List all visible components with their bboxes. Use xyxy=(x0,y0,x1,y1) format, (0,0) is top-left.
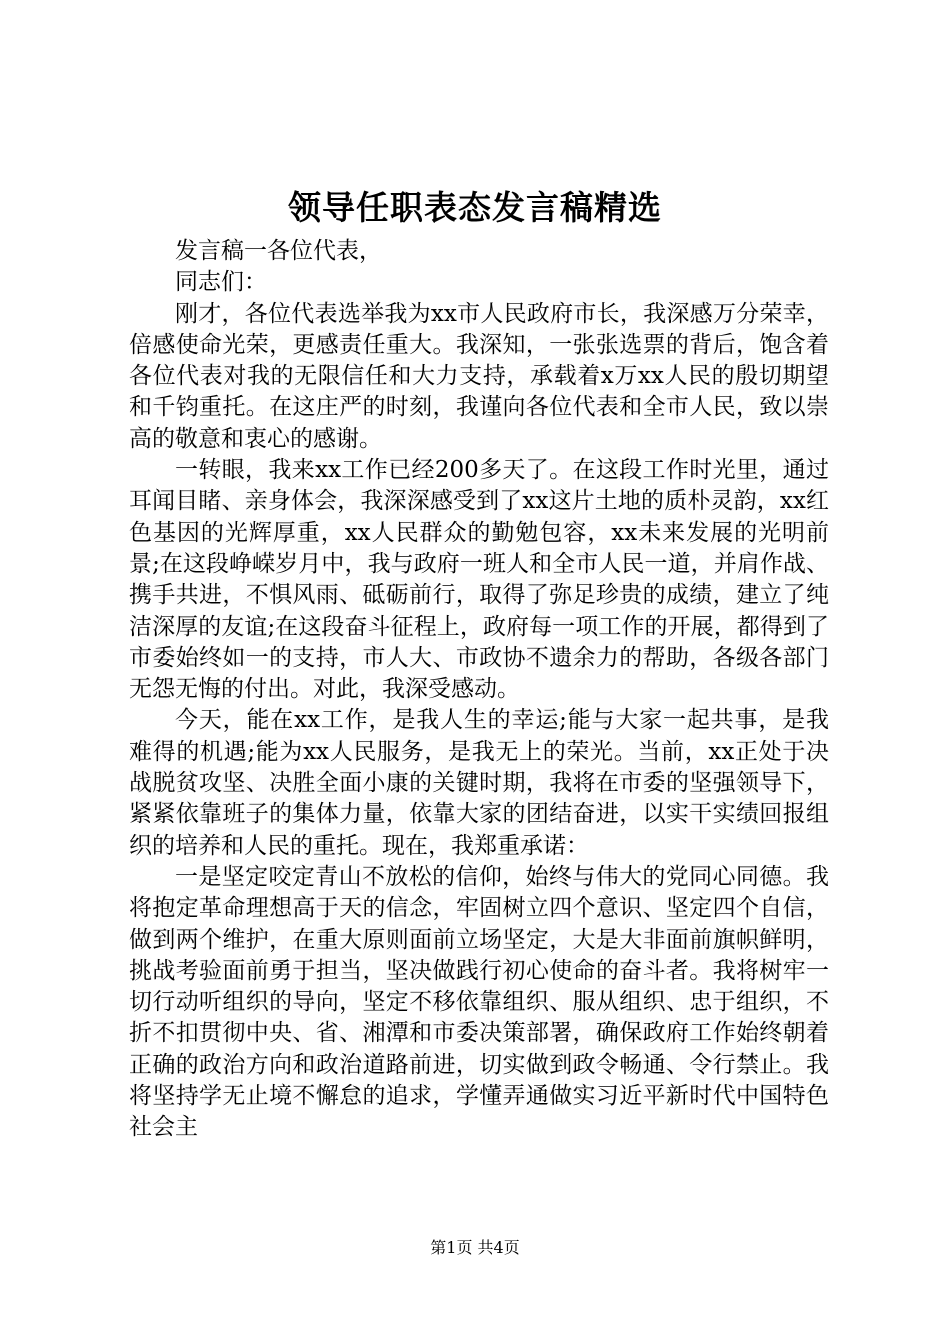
document-body xyxy=(129,236,829,1144)
paragraph-salutation: 同志们： xyxy=(175,269,267,296)
paragraph: 刚才，各位代表选举我为xx市人民政府市长，我深感万分荣幸，倍感使命光荣，更感责任重大。我深知，一张张选票的背后，饱含着各位代表对我的无限信任和大力支持，承载着x万xx人民的殷切期望和千钧重托。在这庄严的时刻，我谨向各位代表和全市人民，致以崇高的敬意和衷心的感谢。 xyxy=(129,300,829,452)
paragraph-greeting: 发言稿一各位代表， xyxy=(175,238,382,264)
paragraph: 一转眼，我来xx工作已经200多天了。在这段工作时光里，通过耳闻目睹、亲身体会，我深深感受到了xx这片土地的质朴灵韵，xx红色基因的光辉厚重，xx人民群众的勤勉包容，xx未来发展的光明前景;在这段峥嵘岁月中，我与政府一班人和全市人民一道，并肩作战、携手共进，不惧风雨、砥砺前行，取得了弥足珍贵的成绩，建立了纯洁深厚的友谊;在这段奋斗征程上，政府每一项工作的开展，都得到了市委始终如一的支持，市人大、市政协不遗余力的帮助，各级各部门无怨无悔的付出。对此，我深受感动。 xyxy=(129,457,829,703)
page-footer: 第1页 共4页 xyxy=(430,1238,520,1257)
paragraph: 一是坚定咬定青山不放松的信仰，始终与伟大的党同心同德。我将抱定革命理想高于天的信念，牢固树立四个意识、坚定四个自信，做到两个维护，在重大原则面前立场坚定，大是大非面前旗帜鲜明，挑战考验面前勇于担当，坚决做践行初心使命的奋斗者。我将树牢一切行动听组织的导向，坚定不移依靠组织、服从组织、忠于组织，不折不扣贯彻中央、省、湘潭和市委决策部署，确保政府工作始终朝着正确的政治方向和政治道路前进，切实做到政令畅通、令行禁止。我将坚持学无止境不懈怠的追求，学懂弄通做实习近平新时代中国特色社会主 xyxy=(129,863,829,1141)
document-title: 领导任职表态发言稿精选 xyxy=(288,188,662,227)
paragraph: 今天，能在xx工作，是我人生的幸运;能与大家一起共事，是我难得的机遇;能为xx人民服务，是我无上的荣光。当前，xx正处于决战脱贫攻坚、决胜全面小康的关键时期，我将在市委的坚强领导下，紧紧依靠班子的集体力量，依靠大家的团结奋进，以实干实绩回报组织的培养和人民的重托。现在，我郑重承诺： xyxy=(129,707,829,859)
